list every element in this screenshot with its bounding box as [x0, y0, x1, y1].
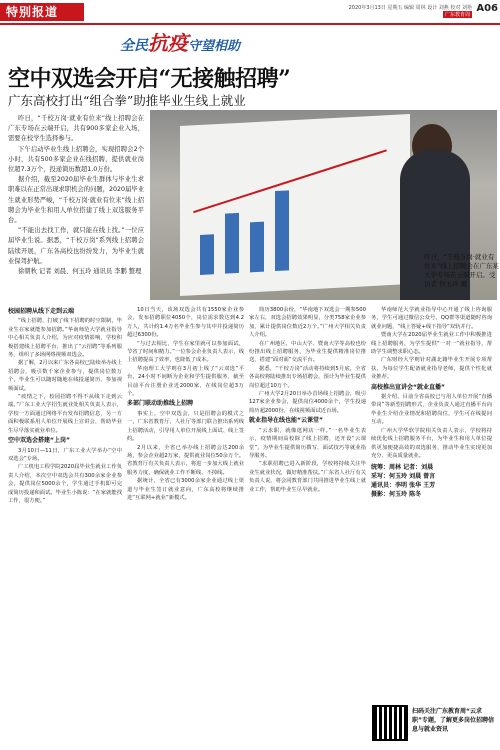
section-heading: 校园招聘从线下走到云端: [8, 308, 75, 315]
article-para: 据了解，2月以来广东各高校已陆续举办线上招聘会，吸引数千家企业参与，提供岗位数万个，毕业生可以随时随地在线投递简历、参加视频面试。: [8, 360, 123, 392]
article-column-3: [249, 306, 366, 494]
section-heading: 空中双选会搭建“上岗”: [8, 437, 70, 445]
qr-caption: 扫码关注广东教育周“云求职”专题，了解更多岗位招聘信息与就业资讯: [412, 708, 494, 733]
article-para: “求职招聘已进入新阶段，学校将持续关注毕业生就业状况，做好精准帮扶。”广东省人社厅有关负责人说，将会同教育部门共同推进毕业生线上就业工作，帮助毕业生尽早就业。: [249, 461, 366, 493]
article-para: 华南理工大学则在3月初上线了“云双选”平台，24小时不间断为企业和学生提供服务，截至目前平台注册企业近2000家，在线岗位超3万个。: [127, 365, 244, 398]
article-para: 据悉，“千校万岗”活动将持续到5月底，全省各高校将陆续推出专场招聘会，预计为毕业生提供岗位超过10万个。: [249, 365, 366, 389]
slide-bar: [225, 213, 239, 274]
article-para: “疫情之下，校园招聘不得不从线下走到云端。”广东工业大学招生就业处相关负责人表示，学校一方面通过网络平台发布招聘信息，另一方面积极联系用人单位开展线上宣讲会，帮助毕业生尽早落实就业单位。: [8, 394, 122, 434]
article-para: 在广州地区，中山大学、暨南大学等高校也纷纷推出线上招聘服务，为毕业生提供精准岗位推送，搭建“面对面”交流平台。: [249, 340, 366, 364]
intro-para: 据介绍，截至2020届毕业生群体与毕业生求职难以在正常出现求职机会的问题，2020届毕业生就业形势严峻，“千校万岗·就业有位来”线上招聘会为毕业生和用人单位搭建了线上双选服务平台。: [8, 176, 144, 225]
paper-tag: 广东教育周: [444, 12, 470, 18]
slogan-banner: [120, 27, 240, 53]
section-heading: 就业指导在线也能“云课堂”: [249, 417, 323, 425]
presentation-slide: [180, 114, 410, 296]
slogan-part3: 守望相助: [188, 39, 241, 54]
slide-bar: [200, 234, 214, 275]
slide-bar: [250, 222, 264, 273]
article-para: 据统计，全省已有3000余家企业通过线上渠道与毕业生签订就业意向，广东高校将继续推进“互联网+就业”新模式。: [127, 478, 244, 501]
article-column-4: [371, 306, 492, 499]
article-column-1: [8, 306, 122, 505]
article-para: 华南师范大学就业指导中心开通了线上咨询服务，学生可通过微信公众号、QQ群等渠道随时咨询就业问题，“线上答疑+线下指导”双轨并行。: [371, 307, 492, 330]
article-para: 广东财经大学则针对湖北籍毕业生开展专项帮扶，为每位学生配备就业指导老师，提供个性化就业推荐。: [371, 357, 492, 381]
article-para: 暨南大学在2020届毕业生就业工作中积极推进线上招聘服务，为学生提供“一对一”就业指导，帮助学生调整求职心态。: [371, 332, 492, 356]
article-para: 简历3800余份，“华南地下双选会一期参500家左右，双选会招聘效果明显，分类758家企业参加，累计提供岗位数近2万个。”广州大学相关负责人介绍。: [249, 307, 366, 339]
article-para: 据介绍，目前全省高校已与用人单位开展“直播带岗”等新型招聘形式，企业负责人通过直播平台向毕业生介绍企业情况和招聘岗位，学生可在线提问互动。: [371, 394, 492, 426]
article-para: “线上招聘，打破了线下招聘的时空限制，毕业生在家就能参加招聘。”华南师范大学就业指导中心相关负责人介绍，为应对疫情影响，学校积极搭建线上招聘平台，推出了“云招聘”等系列服务，组织了多场网络视频双选会。: [8, 318, 122, 359]
article-column-2: [127, 306, 244, 502]
article-para: “云求职，就像逛网店一样。”一名毕业生表示，疫情期间高校除了线上招聘，还开设“云课堂”，为毕业生提供简历撰写、面试技巧等就业指导服务。: [249, 427, 366, 459]
section-badge: 特别报道: [0, 3, 84, 21]
headline: 空中双选会开启“无接触招聘”: [8, 66, 291, 92]
article-para: “与过去相比，学生在家里就可以参加面试，节省了时间和精力。”一位参会企业负责人表示，线上招聘提高了效率，也降低了成本。: [127, 340, 244, 364]
header-rule: [0, 23, 500, 25]
slide-trendline: [193, 149, 387, 213]
intro-para: “不能出去找工作，就只能在线上找。”一位应届毕业生说。据悉，“千校万岗”系列线上招聘会陆续开展，广东各高校也纷纷发力，为毕业生就业保驾护航。: [8, 227, 144, 265]
intro-byline: 徐朝秋 记者 刘晨、何玉玲 通讯员 李鹏 整理: [18, 268, 142, 276]
page-header: [0, 0, 500, 24]
article-para: 2月以来，全省已举办线上招聘会达200余场，参会企业超2万家，提供就业岗位50余万个。省教育厅有关负责人表示，将进一步加大线上就业服务力度，确保就业工作不断线、不掉线。: [127, 444, 244, 476]
intro-text: [8, 114, 144, 277]
intro-para: 下午启动毕业生线上招聘会，实现招聘会2个小时，共有500多家企业在线招聘，提供就业岗位超7.3万个，投递简历数超1.0万份。: [8, 145, 144, 174]
staff-credits: 统筹：周林 记者：刘晨 采写：何玉玲 刘晨 曾言 通讯员：李明 张华 王芳 摄影：何玉玲 陈冬: [371, 464, 436, 499]
article-para: 事实上，空中双选会，只是招聘会的模式之一，广东省教育厅、人社厅等部门联合推出系列线上招聘活动，引导用人单位开展线上面试、线上签约。: [127, 410, 244, 443]
slide-bar: [275, 190, 289, 271]
article-para: 3月10日—11日，广东工业大学举办“空中双选会”专场。: [8, 447, 122, 462]
issue-meta: 2020年3月13日 星期五 编辑 周林 设计 刘燕 校对 刘艳: [348, 5, 472, 11]
article-para: 广州大学2月20日举办首场线上招聘会，吸引127家企业参会，提供岗位4000余个，学生投递简历超2000份，在线视频面试近百场。: [249, 391, 366, 414]
slogan-part2: 抗疫: [148, 31, 188, 55]
article-para: 广州大学华软学院相关负责人表示，学校将持续优化线上招聘服务平台，为毕业生和用人单位提供更加便捷高效的双选服务，推动毕业生实现更加充分、更高质量就业。: [371, 427, 492, 459]
article-para: 10日当天，该场双选会共有1550家企业参会，发布招聘职位4050个，岗位需求数达到4.2万人，共计约1.4万名毕业生参与其中并投递简历超过6300份。: [127, 307, 244, 339]
subheadline: 广东高校打出“组合拳”助推毕业生线上就业: [8, 93, 246, 108]
qr-code-icon[interactable]: [372, 705, 408, 741]
section-heading: 多部门联动助推线上招聘: [127, 400, 194, 408]
page-number: A06: [476, 3, 498, 14]
intro-para: 昨日，“千校万岗·就业有位来”线上招聘会在广东专场在云端开启，共有900多家企业入场，需要在校学生选择参与。: [8, 115, 144, 143]
photo-caption: 昨日，“千校万岗·就业有位来”线上招聘会在广东某大学专场在云端开启。受访者 何玉玲 摄: [424, 253, 499, 288]
slogan-part1: 全民: [120, 38, 148, 54]
article-para: 广工机电工程学院2020届毕业生就业工作负责人介绍，本次空中双选会共有300余家企业参会，提供岗位5000余个，学生通过手机即可完成简历投递和面试。毕业生小陈说：“在家就能找工作，很方便。”: [8, 464, 122, 504]
section-heading: 高校推出宣讲会“就业直播”: [371, 383, 445, 391]
